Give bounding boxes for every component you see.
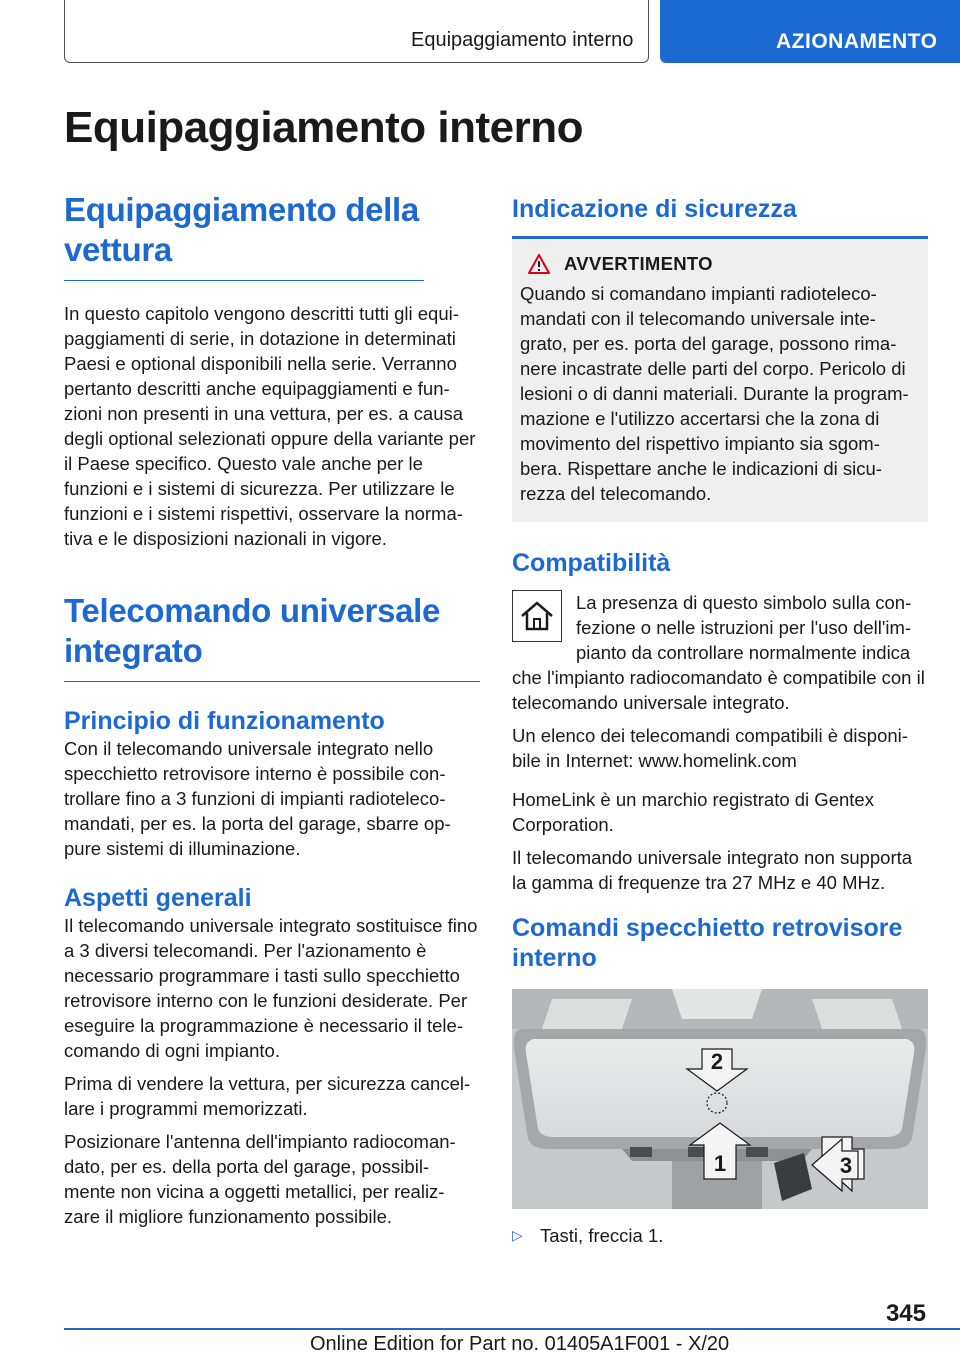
warning-triangle-icon	[528, 254, 550, 274]
list-item	[512, 1223, 928, 1248]
mirror-illustration	[512, 989, 928, 1209]
warning-header	[528, 253, 920, 275]
figure-label-1: 1	[713, 1151, 727, 1176]
right-column	[512, 190, 928, 1248]
header-chapter-label: AZIONAMENTO	[776, 30, 938, 53]
footer-edition: Online Edition for Part no. 01405A1F001 - X/20	[310, 1333, 730, 1355]
paragraph-aspetti-2: Prima di vendere la vettura, per sicurezza cancel-lare i programmi memorizzati.	[64, 1073, 471, 1119]
footer-rule	[64, 1328, 960, 1330]
bullet-triangle-icon: ▷	[512, 1227, 523, 1243]
paragraph-compat-4: Il telecomando universale integrato non supporta la gamma di frequenze tra 27 MHz e 40 MHz.	[512, 847, 913, 893]
paragraph-compat-3: HomeLink è un marchio registrato di Gentex Corporation.	[512, 789, 874, 835]
heading-indicazione-sicurezza: Indicazione di sicurezza	[512, 195, 797, 223]
warning-label: AVVERTIMENTO	[564, 253, 713, 274]
left-column	[64, 190, 480, 1229]
heading-principio: Principio di funzionamento	[64, 707, 385, 735]
page-title: Equipaggiamento interno	[64, 103, 583, 152]
paragraph-principio: Con il telecomando universale integrato nello specchietto retrovisore interno è possibile con-trollare fino a 3 funzioni di impianti radioteleco-mandati, per es. la porta del garage, sbarre op-pure sistemi di illuminazione.	[64, 738, 451, 859]
page-number: 345	[885, 1300, 926, 1327]
header-chapter-tab[interactable]	[660, 0, 960, 63]
paragraph-aspetti-3: Posizionare l'antenna dell'impianto radiocoman-dato, per es. della porta del garage, possibil-mente non vicina a oggetti metallici, per realiz-zare il migliore funzionamento possibile.	[64, 1131, 456, 1227]
heading-telecomando-universale: Telecomando universale integrato	[64, 591, 480, 682]
heading-compatibilita: Compatibilità	[512, 549, 671, 577]
warning-text: Quando si comandano impianti radioteleco-mandati con il telecomando universale inte-grato, per es. porta del garage, possono rima-nere incastrate delle parti del corpo. Pericolo di lesioni o di danni materiali. Durante la program-mazione e l'utilizzo accertarsi che la zona di movimento del rispettivo impianto sia sgom-bera. Rispettare anche le indicazioni di sicu-rezza del telecomando.	[520, 283, 909, 504]
paragraph-compat-1: La presenza di questo simbolo sulla con-fezione o nelle istruzioni per l'uso dell'im-pianto da controllare normalmente indica che l'impianto radiocomandato è compatibile con il telecomando universale integrato.	[512, 592, 925, 713]
warning-box	[512, 239, 928, 522]
paragraph-compat-2: Un elenco dei telecomandi compatibili è disponi-bile in Internet: www.homelink.com	[512, 725, 908, 771]
heading-comandi-specchietto: Comandi specchietto retrovisore interno	[512, 914, 903, 972]
figure-label-3: 3	[839, 1153, 853, 1178]
figure-label-2: 2	[710, 1049, 724, 1074]
header-section-title: Equipaggiamento interno	[411, 29, 634, 51]
paragraph-aspetti-1: Il telecomando universale integrato sostituisce fino a 3 diversi telecomandi. Per l'azionamento è necessario programmare i tasti sullo specchietto retrovisore interno con le funzioni desiderate. Per eseguire la programmazione è necessario il tele-comando di ogni impianto.	[64, 915, 478, 1061]
paragraph-equipaggiamento: In questo capitolo vengono descritti tutti gli equi-paggiamenti di serie, in dotazione in determinati Paesi e optional disponibili nella serie. Verranno pertanto descritti anche equipaggiamenti e fun-zioni non presenti in una vettura, per es. a causa degli optional selezionati oppure della variante per il Paese specifico. Questo vale anche per le funzioni e i sistemi di sicurezza. Per utilizzare le funzioni e i sistemi rispettivi, osservare la norma-tiva e le disposizioni nazionali in vigore.	[64, 303, 476, 549]
heading-aspetti-generali: Aspetti generali	[64, 884, 252, 912]
homelink-house-icon	[512, 590, 562, 642]
bullet-text: Tasti, freccia 1.	[540, 1225, 664, 1246]
mirror-figure	[512, 989, 928, 1209]
heading-equipaggiamento-vettura: Equipaggiamento della vettura	[64, 190, 424, 281]
